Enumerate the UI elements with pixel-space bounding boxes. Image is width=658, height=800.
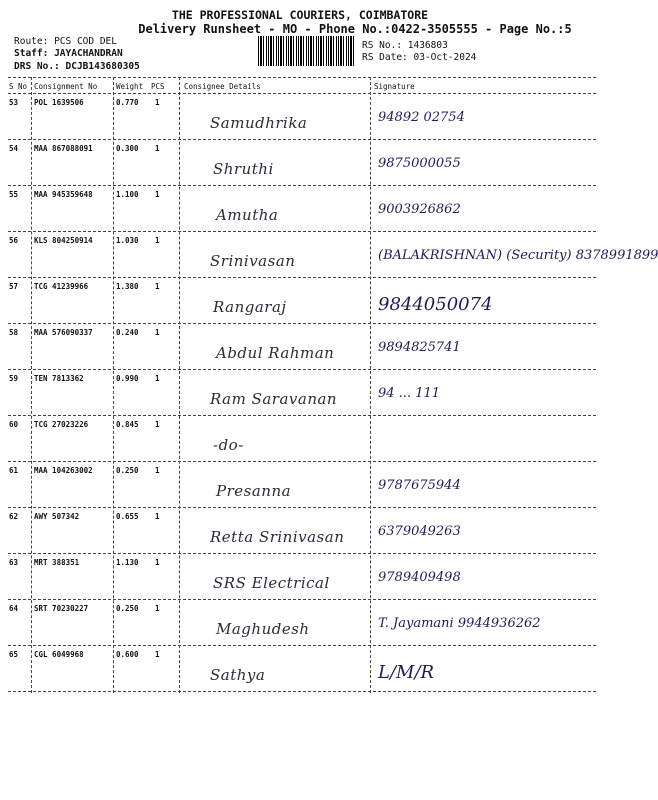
- route-line: [14, 36, 117, 47]
- row-consignment: TEN 7813362: [34, 374, 84, 383]
- drs-value: DCJB143680305: [65, 61, 140, 72]
- consignee-handwriting: Retta Srinivasan: [210, 528, 345, 546]
- col-divider: [179, 77, 180, 693]
- row-consignment: MAA 104263002: [34, 466, 93, 475]
- row-sno: 54: [9, 144, 19, 153]
- drs-label: DRS No.:: [14, 61, 60, 72]
- col-header-sno: S No: [9, 82, 28, 91]
- row-pcs: 1: [155, 98, 160, 107]
- row-divider: [8, 461, 596, 462]
- row-pcs: 1: [155, 190, 160, 199]
- consignee-handwriting: Shruthi: [213, 160, 274, 178]
- row-consignment: TCG 41239966: [34, 282, 89, 291]
- row-divider: [8, 553, 596, 554]
- row-divider: [8, 507, 596, 508]
- row-pcs: 1: [155, 236, 160, 245]
- row-weight: 0.845: [116, 420, 139, 429]
- row-divider: [8, 185, 596, 186]
- row-weight: 1.130: [116, 558, 139, 567]
- runsheet-title: Delivery Runsheet - MO - Phone No.:0422-3505555 - Page No.:5: [138, 22, 572, 36]
- row-pcs: 1: [155, 420, 160, 429]
- barcode: [258, 36, 354, 66]
- row-pcs: 1: [155, 466, 160, 475]
- row-weight: 0.770: [116, 98, 139, 107]
- signature-handwriting: (BALAKRISHNAN) (Security) 8378991899: [378, 248, 658, 263]
- row-consignment: AWY 507342: [34, 512, 80, 521]
- row-divider: [8, 139, 596, 140]
- consignee-handwriting: Maghudesh: [216, 620, 310, 638]
- row-sno: 61: [9, 466, 19, 475]
- row-divider: [8, 231, 596, 232]
- col-header-pcs: PCS: [151, 82, 165, 91]
- row-consignment: MRT 388351: [34, 558, 80, 567]
- row-weight: 0.655: [116, 512, 139, 521]
- row-pcs: 1: [155, 604, 160, 613]
- consignee-handwriting: Presanna: [216, 482, 292, 500]
- row-consignment: KLS 804250914: [34, 236, 93, 245]
- col-divider: [113, 77, 114, 693]
- signature-handwriting: 94 ... 111: [378, 386, 441, 401]
- row-pcs: 1: [155, 374, 160, 383]
- col-divider: [370, 77, 371, 693]
- signature-handwriting: 94892 02754: [378, 110, 465, 125]
- staff-label: Staff:: [14, 48, 49, 59]
- row-sno: 65: [9, 650, 19, 659]
- route-label: Route:: [14, 36, 49, 47]
- signature-handwriting: 9844050074: [378, 294, 493, 315]
- row-divider: [8, 415, 596, 416]
- row-pcs: 1: [155, 328, 160, 337]
- top-rule: [8, 77, 596, 78]
- col-divider: [31, 77, 32, 693]
- drs-line: [14, 61, 140, 72]
- consignee-handwriting: Srinivasan: [210, 252, 296, 270]
- row-divider: [8, 277, 596, 278]
- row-sno: 55: [9, 190, 19, 199]
- header-rule: [8, 93, 596, 94]
- consignee-handwriting: Ram Saravanan: [210, 390, 338, 408]
- row-pcs: 1: [155, 144, 160, 153]
- row-weight: 0.240: [116, 328, 139, 337]
- consignee-handwriting: Abdul Rahman: [216, 344, 335, 362]
- row-consignment: CGL 6049968: [34, 650, 84, 659]
- row-sno: 60: [9, 420, 19, 429]
- signature-handwriting: 9787675944: [378, 478, 461, 493]
- row-weight: 1.100: [116, 190, 139, 199]
- signature-handwriting: 9894825741: [378, 340, 461, 355]
- row-consignment: MAA 945359648: [34, 190, 93, 199]
- signature-handwriting: T. Jayamani 9944936262: [378, 616, 541, 631]
- row-divider: [8, 599, 596, 600]
- consignee-handwriting: Samudhrika: [210, 114, 308, 132]
- rs-number: RS No.: 1436803: [362, 40, 448, 51]
- signature-handwriting: 9875000055: [378, 156, 461, 171]
- row-weight: 0.600: [116, 650, 139, 659]
- route-value: PCS COD DEL: [54, 36, 117, 47]
- row-consignment: SRT 70230227: [34, 604, 89, 613]
- col-header-weight: Weight: [116, 82, 144, 91]
- row-weight: 0.990: [116, 374, 139, 383]
- signature-handwriting: 6379049263: [378, 524, 461, 539]
- row-sno: 57: [9, 282, 19, 291]
- row-consignment: MAA 576090337: [34, 328, 93, 337]
- row-sno: 63: [9, 558, 19, 567]
- row-sno: 59: [9, 374, 19, 383]
- col-header-consignment: Consignment No: [34, 82, 98, 91]
- consignee-handwriting: Rangaraj: [213, 298, 287, 316]
- consignee-handwriting: SRS Electrical: [213, 574, 330, 592]
- staff-value: JAYACHANDRAN: [54, 48, 123, 59]
- col-header-consignee: Consignee Details: [184, 82, 261, 91]
- consignee-handwriting: Sathya: [210, 666, 266, 684]
- row-sno: 58: [9, 328, 19, 337]
- row-sno: 62: [9, 512, 19, 521]
- row-pcs: 1: [155, 512, 160, 521]
- row-weight: 1.030: [116, 236, 139, 245]
- row-divider: [8, 369, 596, 370]
- row-divider: [8, 691, 596, 692]
- row-consignment: POL 1639506: [34, 98, 84, 107]
- row-weight: 0.300: [116, 144, 139, 153]
- signature-handwriting: 9003926862: [378, 202, 461, 217]
- row-pcs: 1: [155, 650, 160, 659]
- row-weight: 0.250: [116, 604, 139, 613]
- row-pcs: 1: [155, 282, 160, 291]
- row-weight: 0.250: [116, 466, 139, 475]
- row-weight: 1.380: [116, 282, 139, 291]
- rs-date: RS Date: 03-Oct-2024: [362, 52, 477, 63]
- consignee-handwriting: -do-: [213, 436, 244, 454]
- signature-handwriting: 9789409498: [378, 570, 461, 585]
- row-consignment: TCG 27023226: [34, 420, 89, 429]
- row-sno: 56: [9, 236, 19, 245]
- row-sno: 64: [9, 604, 19, 613]
- row-divider: [8, 645, 596, 646]
- row-consignment: MAA 867088091: [34, 144, 93, 153]
- signature-handwriting: L/M/R: [378, 662, 435, 683]
- row-sno: 53: [9, 98, 19, 107]
- company-title: THE PROFESSIONAL COURIERS, COIMBATORE: [171, 8, 429, 22]
- row-divider: [8, 323, 596, 324]
- consignee-handwriting: Amutha: [216, 206, 279, 224]
- col-header-signature: Signature: [374, 82, 415, 91]
- staff-line: [14, 48, 123, 59]
- row-pcs: 1: [155, 558, 160, 567]
